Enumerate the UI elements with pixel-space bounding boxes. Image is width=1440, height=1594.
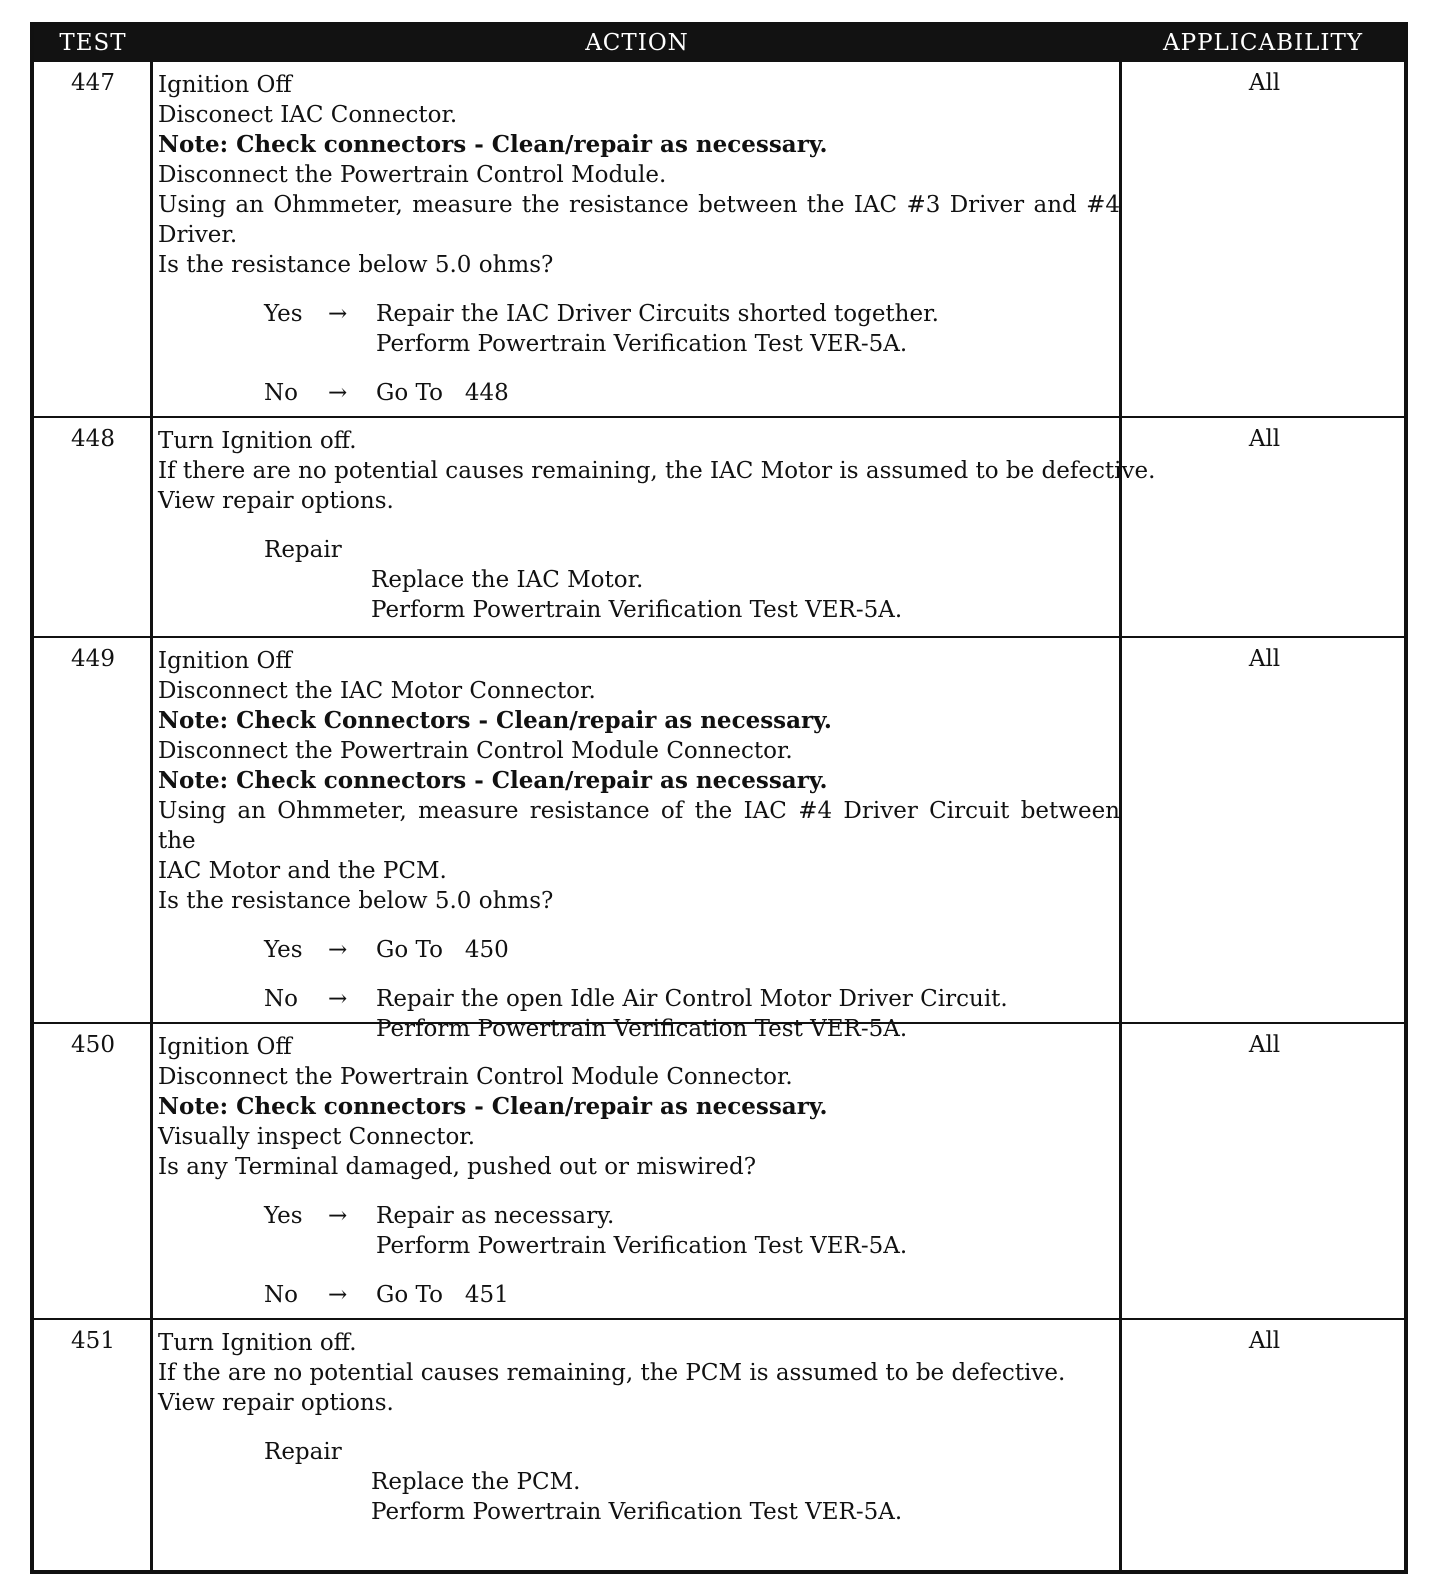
step-text: Disconnect the Powertrain Control Module. [158, 162, 667, 188]
no-label: No [264, 986, 298, 1012]
step-text: If there are no potential causes remaining, the IAC Motor is assumed to be defective. [158, 458, 1156, 484]
result-text: Repair the open Idle Air Control Motor Driver Circuit. [376, 986, 1008, 1012]
no-label: No [264, 380, 298, 406]
test-number: 447 [71, 70, 115, 96]
table-row-449 [34, 638, 1404, 1042]
applicability-value: All [1248, 646, 1281, 672]
applicability-value: All [1248, 70, 1281, 96]
step-text: Disconnect the Powertrain Control Module Connector. [158, 738, 793, 764]
repair-text: Replace the PCM. [371, 1469, 581, 1495]
result-text: Go To 448 [376, 380, 509, 406]
step-text: View repair options. [158, 488, 394, 514]
action-cell [158, 646, 1120, 1044]
table-row-448 [34, 418, 1404, 638]
step-text: Ignition Off [158, 1034, 292, 1060]
diagnostic-table [30, 22, 1408, 1574]
no-label: No [264, 1282, 298, 1308]
note-text: Note: Check Connectors - Clean/repair as necessary. [158, 707, 832, 734]
step-text: Disconnect the IAC Motor Connector. [158, 678, 596, 704]
table-row-451 [34, 1320, 1404, 1570]
action-cell [158, 70, 1120, 408]
test-number: 451 [71, 1328, 115, 1354]
table-row-450 [34, 1024, 1404, 1320]
arrow-icon: → [328, 937, 348, 963]
question-text: Is the resistance below 5.0 ohms? [158, 252, 554, 278]
no-result [158, 984, 1120, 1014]
result-text: Perform Powertrain Verification Test VER-5A. [376, 331, 908, 357]
header-action: ACTION [585, 30, 689, 56]
result-text: Perform Powertrain Verification Test VER-5A. [376, 1016, 908, 1042]
repair-label: Repair [264, 1439, 342, 1465]
arrow-icon: → [328, 301, 348, 327]
arrow-icon: → [328, 986, 348, 1012]
test-number: 449 [71, 646, 115, 672]
no-result [158, 378, 1120, 408]
result-text: Repair as necessary. [376, 1203, 615, 1229]
applicability-value: All [1248, 1328, 1281, 1354]
question-text: Is any Terminal damaged, pushed out or miswired? [158, 1154, 757, 1180]
result-text: Perform Powertrain Verification Test VER-5A. [376, 1233, 908, 1259]
step-text: Driver. [158, 222, 238, 248]
repair-text: Perform Powertrain Verification Test VER-5A. [371, 597, 903, 623]
repair-label: Repair [264, 537, 342, 563]
note-text: Note: Check connectors - Clean/repair as necessary. [158, 767, 828, 794]
yes-result [158, 935, 1120, 965]
table-row-447 [34, 62, 1404, 418]
step-text: Turn Ignition off. [158, 1330, 357, 1356]
arrow-icon: → [328, 1282, 348, 1308]
result-text: Go To 451 [376, 1282, 509, 1308]
result-text: Repair the IAC Driver Circuits shorted together. [376, 301, 939, 327]
test-number: 448 [71, 426, 115, 452]
yes-label: Yes [264, 937, 303, 963]
note-text: Note: Check connectors - Clean/repair as necessary. [158, 1093, 828, 1120]
step-text: Ignition Off [158, 72, 292, 98]
header-applicability: APPLICABILITY [1163, 30, 1363, 56]
action-cell [158, 1032, 1120, 1310]
test-number: 450 [71, 1032, 115, 1058]
yes-result [158, 1201, 1120, 1231]
applicability-value: All [1248, 426, 1281, 452]
yes-label: Yes [264, 301, 303, 327]
step-text: Disconnect the Powertrain Control Module Connector. [158, 1064, 793, 1090]
action-cell [158, 426, 1156, 625]
repair-text: Replace the IAC Motor. [371, 567, 644, 593]
arrow-icon: → [328, 1203, 348, 1229]
table-header [34, 26, 1404, 62]
step-text: Visually inspect Connector. [158, 1124, 476, 1150]
applicability-value: All [1248, 1032, 1281, 1058]
step-text: View repair options. [158, 1390, 394, 1416]
yes-label: Yes [264, 1203, 303, 1229]
arrow-icon: → [328, 380, 348, 406]
result-text: Go To 450 [376, 937, 509, 963]
step-text: Ignition Off [158, 648, 292, 674]
repair-text: Perform Powertrain Verification Test VER-5A. [371, 1499, 903, 1525]
action-cell [158, 1328, 1120, 1527]
step-text: Using an Ohmmeter, measure resistance of the IAC #4 Driver Circuit between the [158, 798, 1120, 854]
step-text: Disconect IAC Connector. [158, 102, 458, 128]
step-text: If the are no potential causes remaining, the PCM is assumed to be defective. [158, 1360, 1066, 1386]
step-text: IAC Motor and the PCM. [158, 858, 447, 884]
question-text: Is the resistance below 5.0 ohms? [158, 888, 554, 914]
step-text: Using an Ohmmeter, measure the resistance between the IAC #3 Driver and #4 [158, 192, 1120, 218]
no-result [158, 1280, 1120, 1310]
yes-result [158, 299, 1120, 329]
note-text: Note: Check connectors - Clean/repair as necessary. [158, 131, 828, 158]
header-test: TEST [59, 30, 127, 56]
step-text: Turn Ignition off. [158, 428, 357, 454]
